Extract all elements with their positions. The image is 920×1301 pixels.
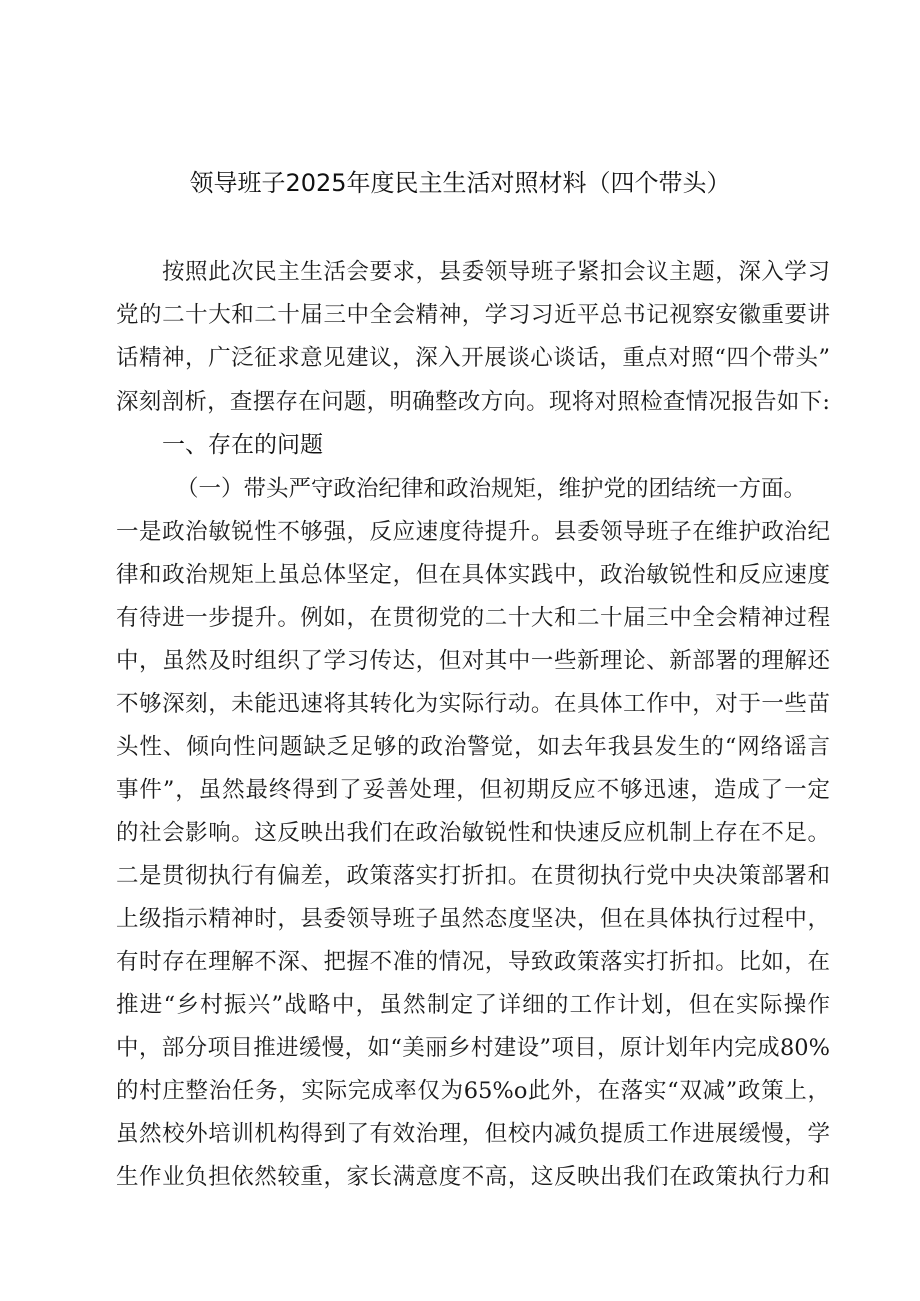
subsection-heading: （一）带头严守政治纪律和政治规矩，维护党的团结统一方面。	[176, 476, 806, 502]
body-line: 不够深刻，未能迅速将其转化为实际行动。在具体工作中，对于一些苗	[116, 691, 830, 717]
body-line: 中，虽然及时组织了学习传达，但对其中一些新理论、新部署的理解还	[116, 648, 830, 674]
body-line: 有时存在理解不深、把握不准的情况，导致政策落实打折扣。比如，在	[116, 949, 830, 975]
body-line: 推进“乡村振兴”战略中，虽然制定了详细的工作计划，但在实际操作	[116, 992, 830, 1018]
body-line: 的村庄整治任务，实际完成率仅为65%o此外，在落实“双减”政策上，	[116, 1078, 830, 1104]
body-line: 律和政治规矩上虽总体坚定，但在具体实践中，政治敏锐性和反应速度	[116, 562, 830, 588]
body-line: 一是政治敏锐性不够强，反应速度待提升。县委领导班子在维护政治纪	[116, 519, 830, 545]
intro-line: 按照此次民主生活会要求，县委领导班子紧扣会议主题，深入学习	[162, 259, 830, 285]
body-line: 头性、倾向性问题缺乏足够的政治警觉，如去年我县发生的“网络谣言	[116, 734, 830, 760]
body-line: 有待进一步提升。例如，在贯彻党的二十大和二十届三中全会精神过程	[116, 605, 830, 631]
body-line: 虽然校外培训机构得到了有效治理，但校内减负提质工作进展缓慢，学	[116, 1121, 830, 1147]
body-line: 上级指示精神时，县委领导班子虽然态度坚决，但在具体执行过程中，	[116, 906, 830, 932]
document-title: 领导班子2025年度民主生活对照材料（四个带头）	[189, 169, 731, 197]
body-line: 中，部分项目推进缓慢，如“美丽乡村建设”项目，原计划年内完成80%	[116, 1035, 830, 1061]
body-line: 二是贯彻执行有偏差，政策落实打折扣。在贯彻执行党中央决策部署和	[116, 863, 830, 889]
intro-line: 党的二十大和二十届三中全会精神，学习习近平总书记视察安徽重要讲	[116, 302, 830, 328]
body-line: 生作业负担依然较重，家长满意度不高，这反映出我们在政策执行力和	[116, 1164, 830, 1190]
section-heading: 一、存在的问题	[162, 432, 323, 458]
intro-line: 深刻剖析，查摆存在问题，明确整改方向。现将对照检查情况报告如下:	[116, 389, 830, 415]
body-line: 的社会影响。这反映出我们在政治敏锐性和快速反应机制上存在不足。	[116, 820, 830, 846]
body-line: 事件”，虽然最终得到了妥善处理，但初期反应不够迅速，造成了一定	[116, 777, 830, 803]
intro-line: 话精神，广泛征求意见建议，深入开展谈心谈话，重点对照“四个带头”	[116, 345, 830, 371]
